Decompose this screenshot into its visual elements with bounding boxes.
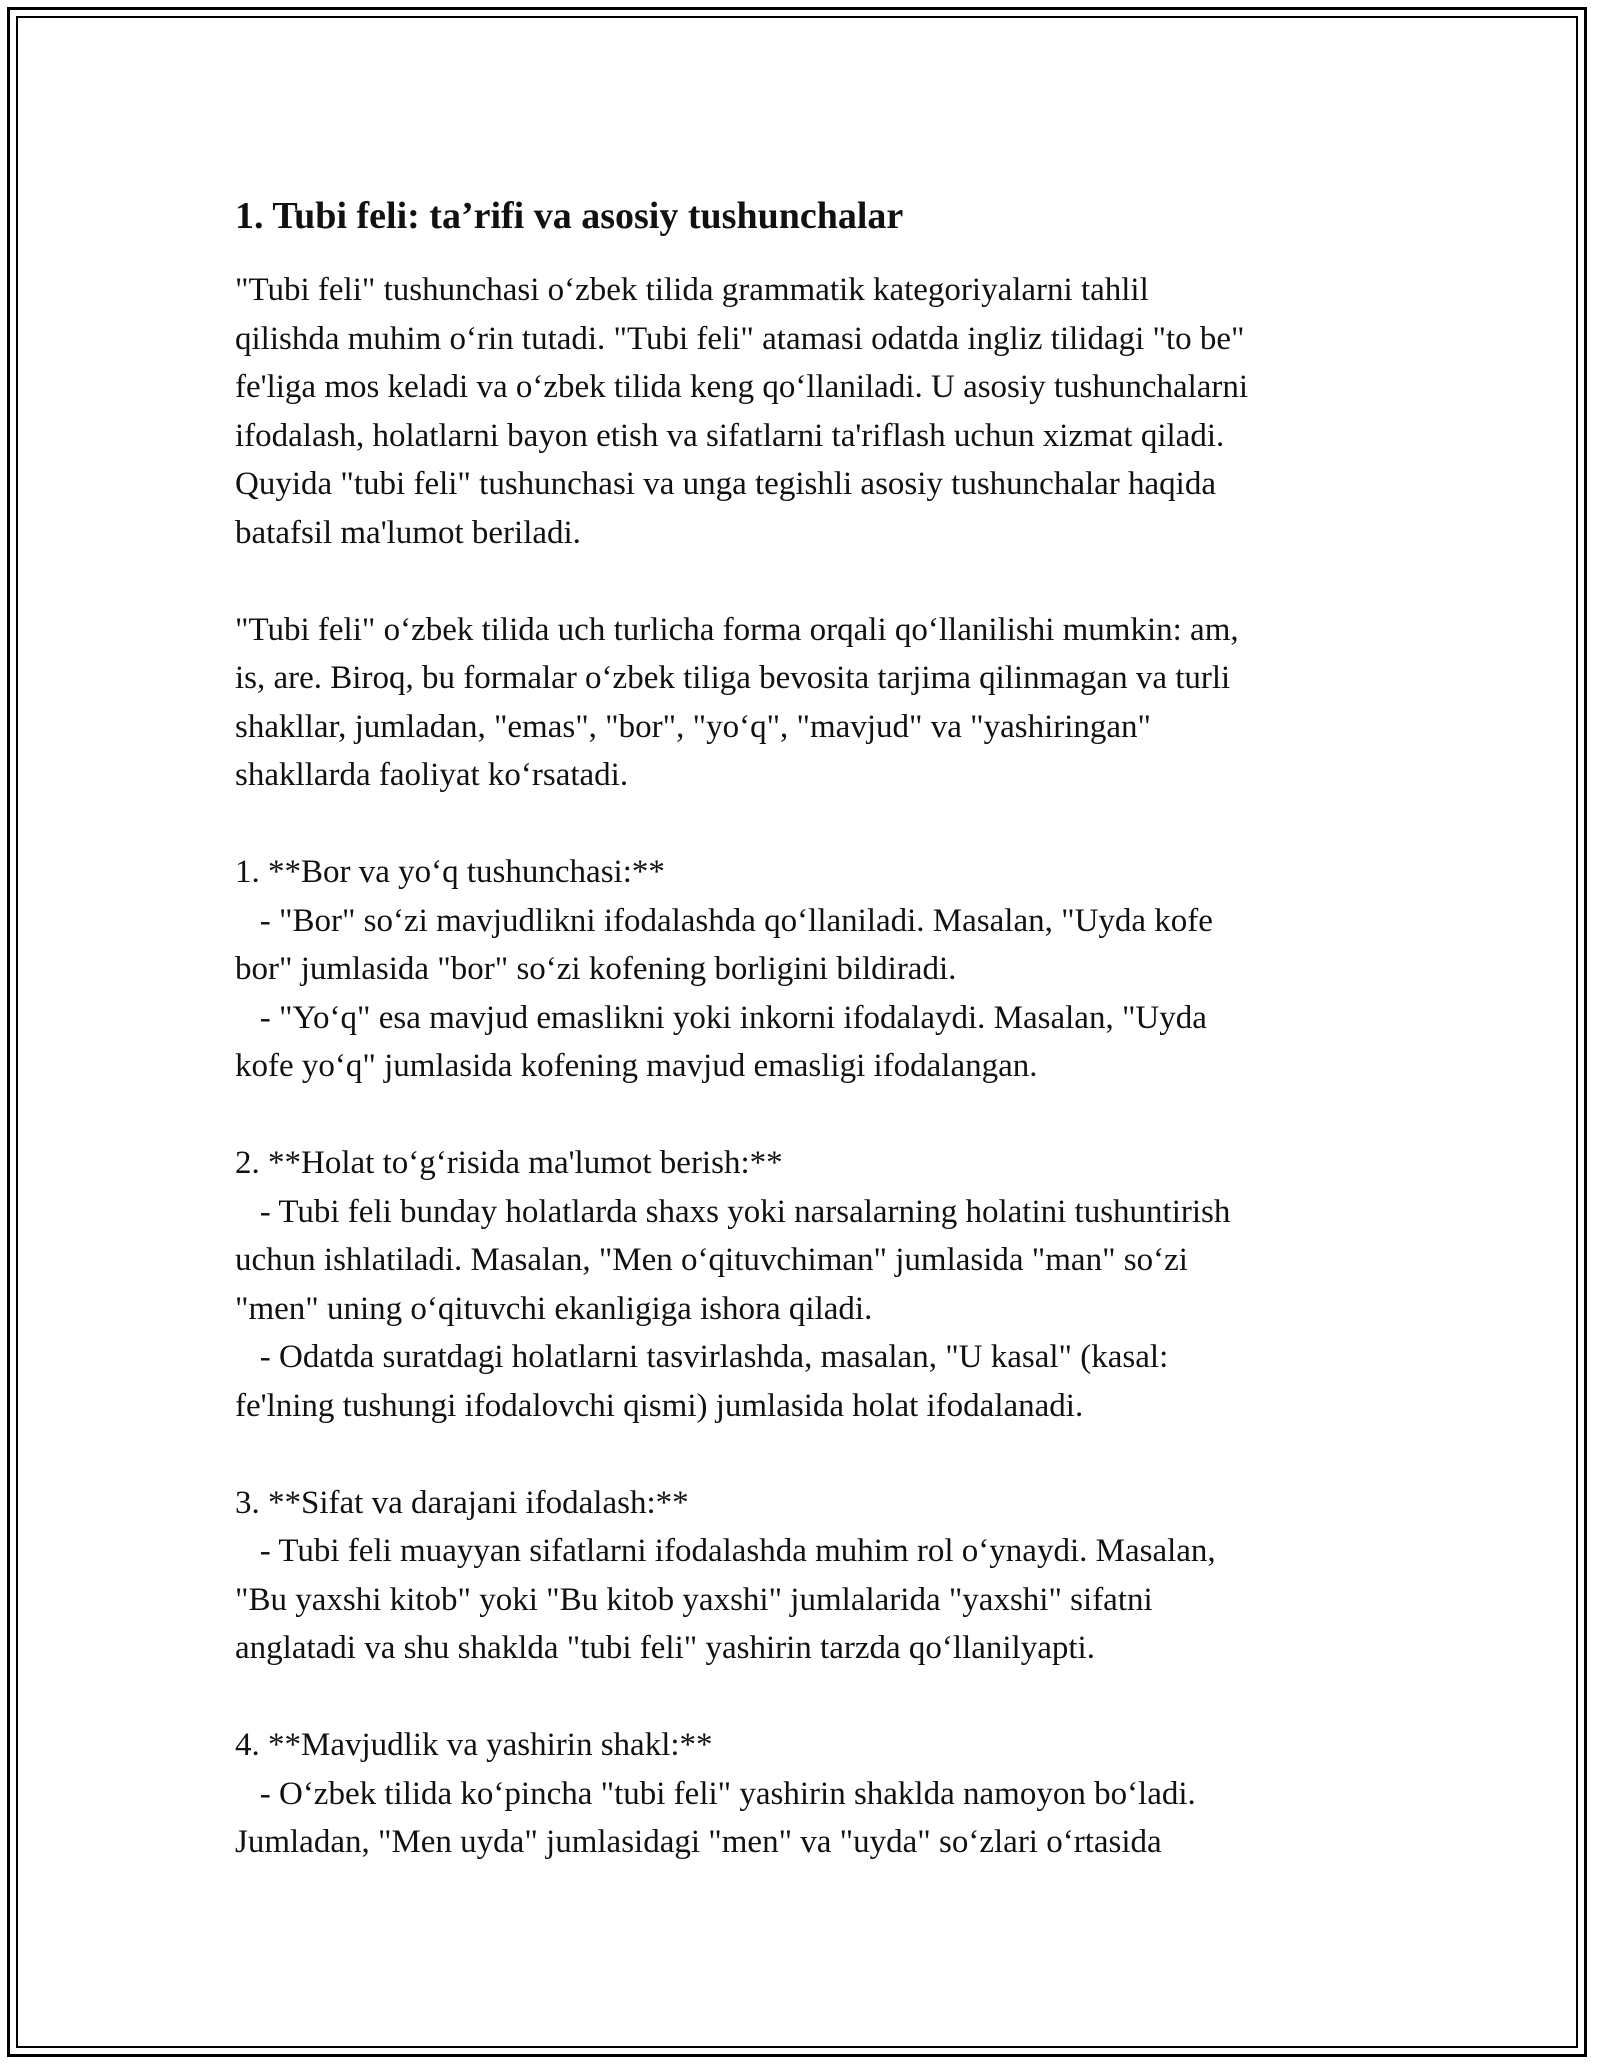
document-body [235, 188, 1380, 1867]
text-line: fe'lning tushungi ifodalovchi qismi) jumlasida holat ifodalanadi. [235, 1387, 1084, 1424]
text-line: shakllarda faoliyat koʻrsatadi. [235, 757, 629, 793]
blank-line [235, 557, 1380, 606]
blank-line [235, 1091, 1380, 1140]
text-line: - Odatda suratdagi holatlarni tasvirlashda, masalan, "U kasal" (kasal: [235, 1339, 1169, 1375]
text-line: 3. **Sifat va darajani ifodalash:** [235, 1484, 689, 1521]
text-line: fe'liga mos keladi va oʻzbek tilida keng qoʻllaniladi. U asosiy tushunchalarni [235, 369, 1249, 405]
blank-line [235, 1673, 1380, 1722]
text-line: - "Bor" soʻzi mavjudlikni ifodalashda qoʻllaniladi. Masalan, "Uyda kofe [235, 902, 1213, 939]
text-line: ifodalash, holatlarni bayon etish va sifatlarni ta'riflash uchun xizmat qiladi. [235, 417, 1225, 454]
text-line: - Oʻzbek tilida koʻpincha "tubi feli" yashirin shaklda namoyon boʻladi. [235, 1775, 1196, 1812]
text-line: "Tubi feli" oʻzbek tilida uch turlicha forma orqali qoʻllanilishi mumkin: am, [235, 611, 1239, 648]
blank-line [235, 1430, 1380, 1479]
text-line: - Tubi feli muayyan sifatlarni ifodalashda muhim rol oʻynaydi. Masalan, [235, 1533, 1216, 1569]
text-line: qilishda muhim oʻrin tutadi. "Tubi feli" atamasi odatda ingliz tilidagi "to be" [235, 320, 1245, 357]
text-line: - Tubi feli bunday holatlarda shaxs yoki narsalarning holatini tushuntirish [235, 1193, 1231, 1230]
text-line: - "Yoʻq" esa mavjud emaslikni yoki inkorni ifodalaydi. Masalan, "Uyda [235, 999, 1207, 1036]
text-line: uchun ishlatiladi. Masalan, "Men oʻqituvchiman" jumlasida "man" soʻzi [235, 1242, 1188, 1278]
document-title: 1. Tubi feli: ta’rifi va asosiy tushunchalar [235, 195, 904, 237]
text-line: Jumladan, "Men uyda" jumlasidagi "men" va "uyda" soʻzlari oʻrtasida [235, 1824, 1162, 1860]
document-text [235, 266, 1380, 1867]
text-line: "Bu yaxshi kitob" yoki "Bu kitob yaxshi" jumlalarida "yaxshi" sifatni [235, 1581, 1153, 1618]
text-line: kofe yoʻq" jumlasida kofening mavjud emasligi ifodalangan. [235, 1048, 1038, 1084]
text-line: "Tubi feli" tushunchasi oʻzbek tilida grammatik kategoriyalarni tahlil [235, 272, 1149, 308]
text-line: shakllar, jumladan, "emas", "bor", "yoʻq", "mavjud" va "yashiringan" [235, 708, 1152, 745]
text-line: anglatadi va shu shaklda "tubi feli" yashirin tarzda qoʻllanilyapti. [235, 1630, 1095, 1666]
text-line: Quyida "tubi feli" tushunchasi va unga tegishli asosiy tushunchalar haqida [235, 466, 1216, 502]
text-line: 2. **Holat toʻgʻrisida ma'lumot berish:** [235, 1145, 783, 1181]
text-line: 4. **Mavjudlik va yashirin shakl:** [235, 1727, 713, 1763]
text-line: "men" uning oʻqituvchi ekanligiga ishora qiladi. [235, 1290, 873, 1327]
text-line: 1. **Bor va yoʻq tushunchasi:** [235, 854, 665, 890]
text-line: batafsil ma'lumot beriladi. [235, 514, 581, 551]
text-line: is, are. Biroq, bu formalar oʻzbek tiliga bevosita tarjima qilinmagan va turli [235, 660, 1231, 696]
blank-line [235, 800, 1380, 849]
text-line: bor" jumlasida "bor" soʻzi kofening borligini bildiradi. [235, 951, 957, 987]
